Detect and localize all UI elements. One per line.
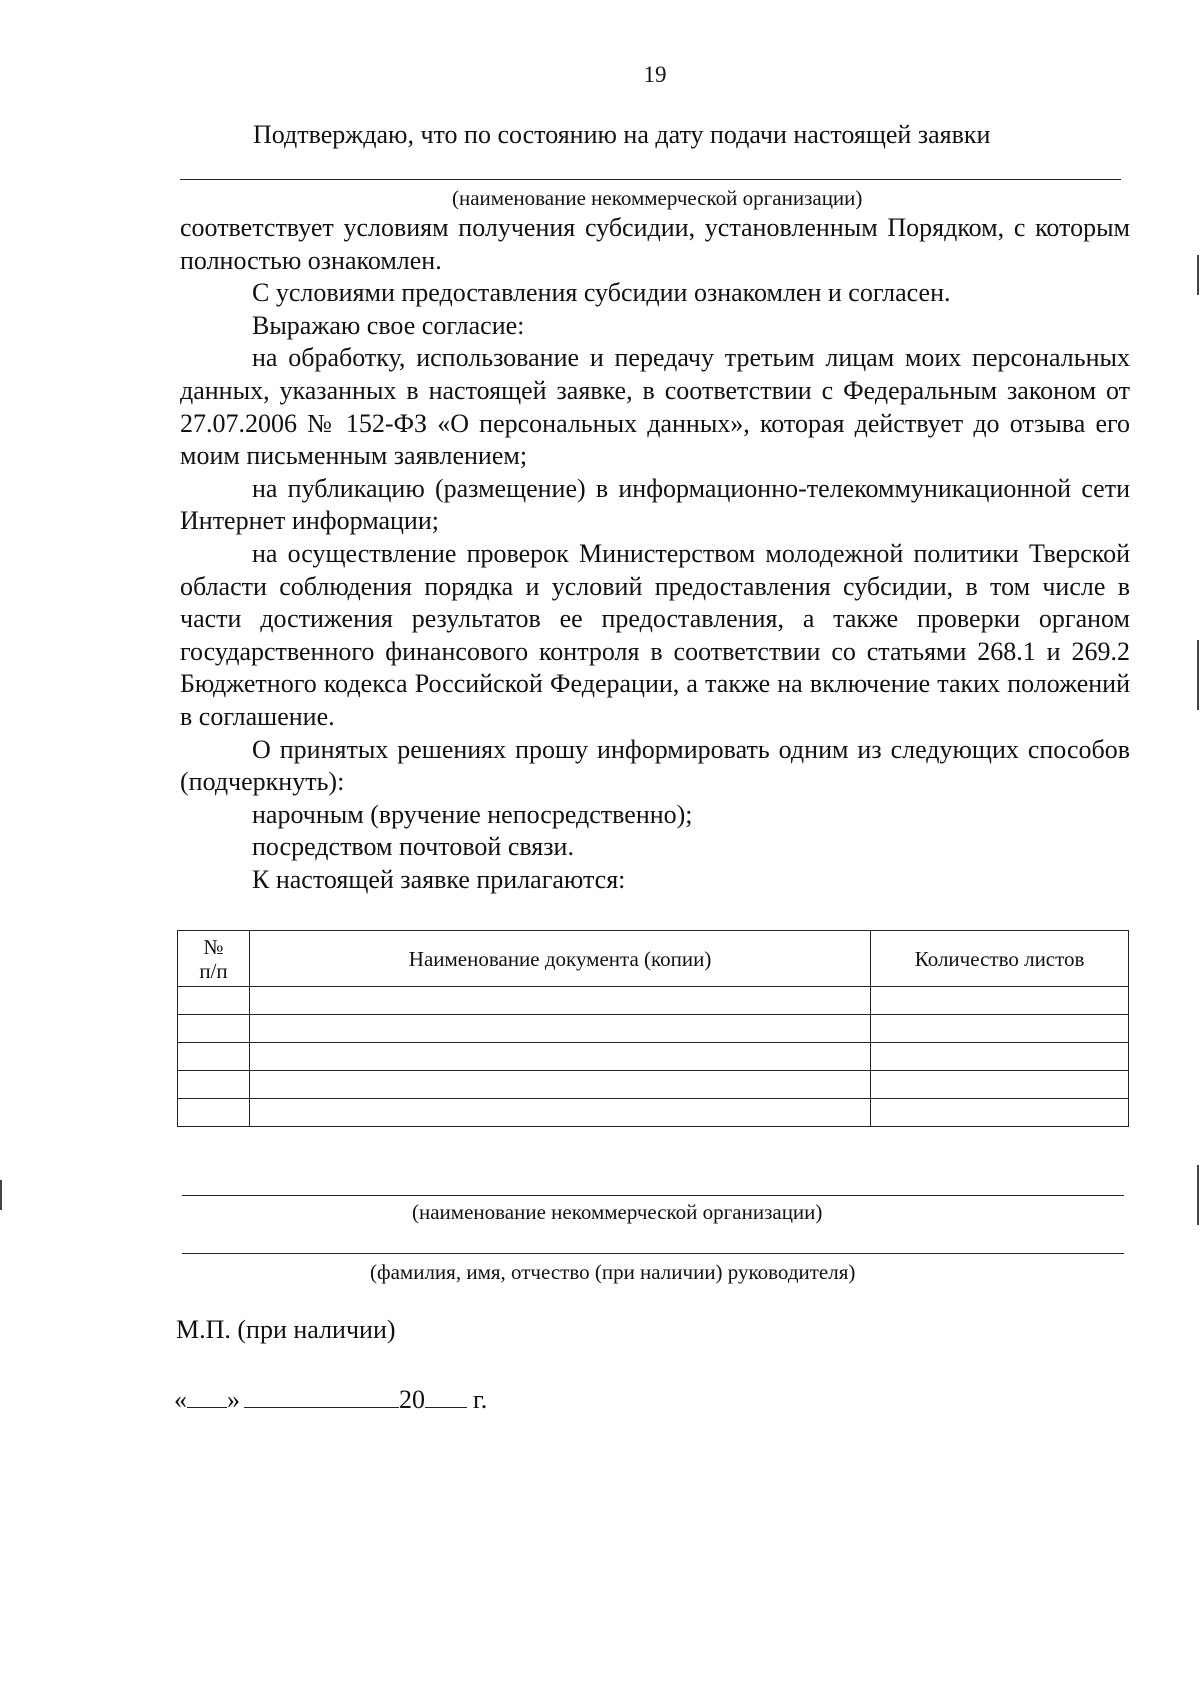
table-row — [178, 1099, 1129, 1127]
stamp-note: М.П. (при наличии) — [176, 1315, 396, 1344]
scan-edge-mark — [1197, 255, 1199, 295]
column-header-number — [178, 931, 250, 987]
table-cell-sheets — [871, 1043, 1129, 1071]
table-cell-number — [178, 987, 250, 1015]
attachments-table — [177, 930, 1129, 1127]
head-name-caption: (фамилия, имя, отчество (при наличии) руководителя) — [370, 1260, 856, 1284]
scan-edge-mark — [1197, 640, 1199, 710]
scan-edge-mark — [0, 1180, 2, 1210]
org-name-caption-top: (наименование некоммерческой организации) — [452, 186, 863, 210]
date-year-suffix: г. — [473, 1385, 488, 1414]
table-cell-sheets — [871, 987, 1129, 1015]
paragraph-publication: на публикацию (размещение) в информационно-телекоммуникационной сети Интернет информации; — [180, 473, 1130, 536]
date-close-quote: » — [227, 1385, 240, 1414]
table-row — [178, 1015, 1129, 1043]
org-name-line-top — [180, 179, 1121, 180]
org-name-caption-bottom: (наименование некоммерческой организации) — [412, 1200, 823, 1224]
column-header-document: Наименование документа (копии) — [249, 931, 870, 987]
paragraph-inspections: на осуществление проверок Министерством молодежной политики Тверской области соблюдения порядка и условий предоставления субсидии, в том числе в части достижения результатов ее предоставления, а также проверки органом государственного финансового контроля в соответствии со статьями 268.1 и 269.2 Бюджетного кодекса Российской Федерации, а также на включение таких положений в соглашение. — [180, 538, 1130, 731]
paragraph-notification: О принятых решениях прошу информировать одним из следующих способов (подчеркнуть): — [180, 734, 1130, 797]
date-open-quote: « — [174, 1385, 187, 1414]
table-cell-sheets — [871, 1099, 1129, 1127]
table-cell-number — [178, 1015, 250, 1043]
day-blank — [187, 1383, 227, 1408]
table-cell-number — [178, 1071, 250, 1099]
confirmation-heading: Подтверждаю, что по состоянию на дату подачи настоящей заявки — [253, 120, 991, 149]
date-century: 20 — [399, 1385, 425, 1414]
paragraph-acknowledged: С условиями предоставления субсидии ознакомлен и согласен. — [252, 278, 951, 308]
paragraph-attachments: К настоящей заявке прилагаются: — [252, 864, 626, 894]
paragraph-personal-data: на обработку, использование и передачу третьим лицам моих персональных данных, указанных в настоящей заявке, в соответствии с Федеральным законом от 27.07.2006 № 152-ФЗ «О персональных данных», которая действует до отзыва его моим письменным заявлением; — [180, 343, 1130, 471]
org-name-line-bottom — [182, 1195, 1124, 1196]
table-cell-document — [249, 1071, 870, 1099]
table-cell-document — [249, 987, 870, 1015]
column-header-number-label: № п/п — [199, 934, 228, 983]
table-cell-number — [178, 1099, 250, 1127]
table-header-row — [178, 931, 1129, 987]
body-text — [180, 212, 1130, 896]
table-cell-number — [178, 1043, 250, 1071]
head-name-line — [182, 1253, 1124, 1254]
month-blank — [244, 1383, 399, 1408]
table-cell-document — [249, 1043, 870, 1071]
date-line — [174, 1383, 487, 1415]
table-cell-document — [249, 1015, 870, 1043]
table-row — [178, 1043, 1129, 1071]
table-row — [178, 1071, 1129, 1099]
paragraph-hand-delivery: нарочным (вручение непосредственно); — [252, 799, 693, 829]
paragraph-compliance: соответствует условиям получения субсидии, установленным Порядком, с которым полностью ознакомлен. — [180, 213, 1130, 275]
table-cell-document — [249, 1099, 870, 1127]
table-cell-sheets — [871, 1015, 1129, 1043]
paragraph-postal: посредством почтовой связи. — [252, 832, 574, 862]
table-row — [178, 987, 1129, 1015]
table-cell-sheets — [871, 1071, 1129, 1099]
column-header-sheets: Количество листов — [871, 931, 1129, 987]
year-blank — [425, 1383, 467, 1408]
paragraph-consent-intro: Выражаю свое согласие: — [252, 310, 525, 340]
scan-edge-mark — [1197, 1165, 1199, 1225]
page-number: 19 — [643, 62, 667, 87]
